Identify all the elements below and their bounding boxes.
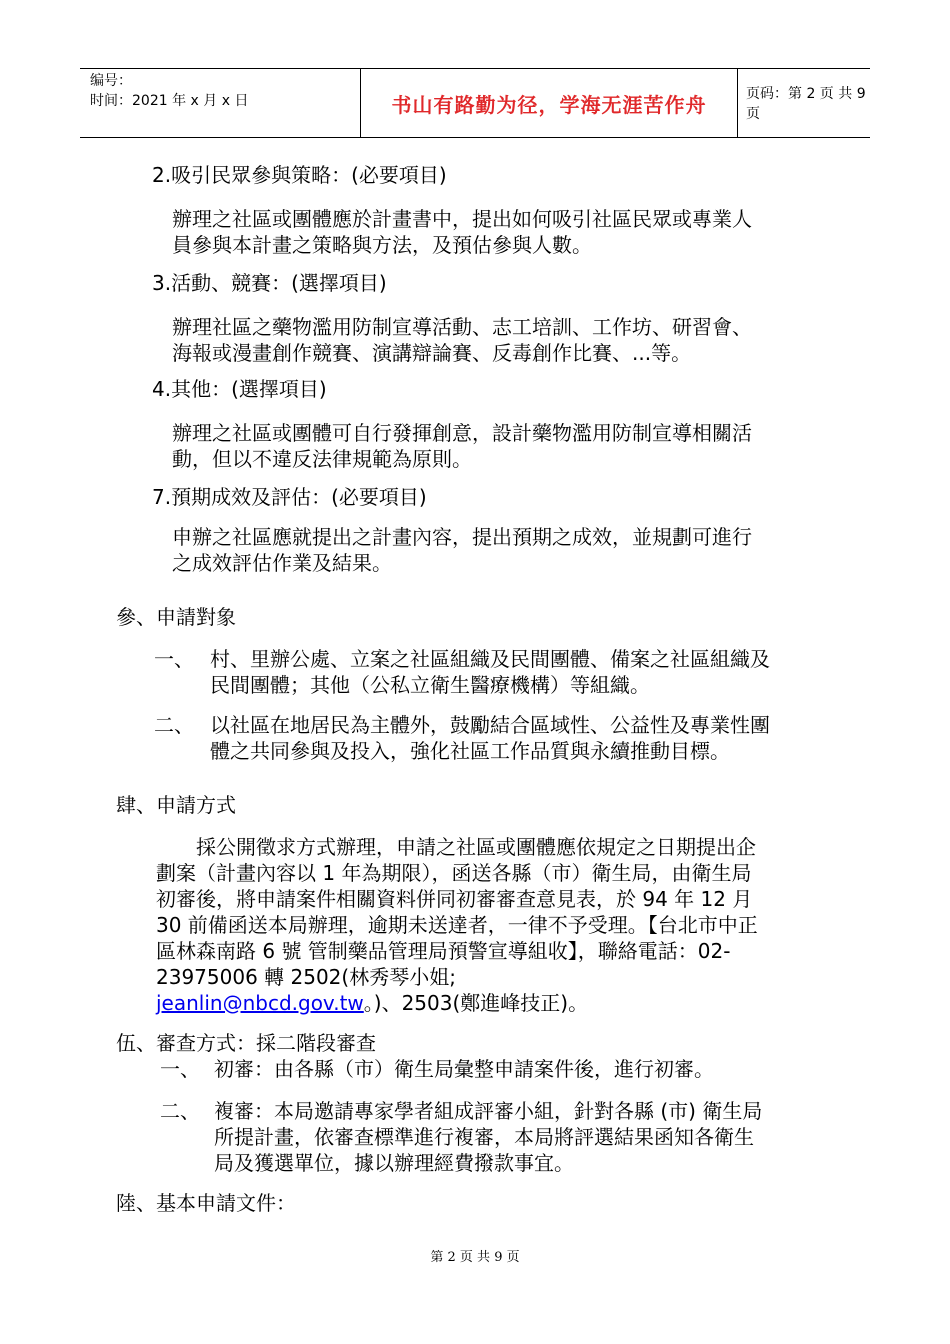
list-item-line: 複審：本局邀請專家學者組成評審小組，針對各縣 (市) 衛生局 (214, 1099, 763, 1123)
time-label: 时间：2021 年 x 月 x 日 (90, 93, 249, 109)
section-3-title: 3.活動、競賽：(選擇項目) (152, 271, 387, 295)
page-header (80, 68, 870, 138)
list-number: 二、 (160, 1099, 200, 1123)
header-meta (90, 71, 248, 111)
paragraph-line: 23975006 轉 2502(林秀琴小姐; (156, 965, 456, 989)
section-apply-method-title: 肆、申請方式 (116, 793, 236, 817)
page-footer: 第 2 页 共 9 页 (430, 1250, 520, 1265)
section-7-title: 7.預期成效及評估：(必要項目) (152, 485, 427, 509)
list-number: 一、 (160, 1057, 200, 1081)
section-2-title: 2.吸引民眾參與策略：(必要項目) (152, 163, 447, 187)
paragraph-line (156, 990, 588, 1016)
list-item-line: 民間團體；其他（公私立衛生醫療機構）等組織。 (210, 673, 650, 697)
list-item-line: 初審：由各縣（市）衛生局彙整申請案件後，進行初審。 (214, 1057, 714, 1081)
list-item-line: 村、里辦公處、立案之社區組織及民間團體、備案之社區組織及 (210, 647, 770, 671)
section-4-title: 4.其他：(選擇項目) (152, 377, 327, 401)
paragraph-line: 辦理社區之藥物濫用防制宣導活動、志工培訓、工作坊、研習會、 (172, 315, 752, 339)
header-motto: 书山有路勤为径，学海无涯苦作舟 (360, 69, 738, 137)
paragraph-line: 之成效評估作業及結果。 (172, 551, 392, 575)
paragraph-line: 辦理之社區或團體可自行發揮創意，設計藥物濫用防制宣導相關活 (172, 421, 752, 445)
header-page-label: 页码：第 2 页 共 9 页 (746, 86, 866, 122)
paragraph-line: 動，但以不違反法律規範為原則。 (172, 447, 472, 471)
list-number: 二、 (154, 713, 194, 737)
paragraph-line: 海報或漫畫創作競賽、演講辯論賽、反毒創作比賽、...等。 (172, 341, 692, 365)
paragraph-line: 區林森南路 6 號 管制藥品管理局預警宣導組收】，聯絡電話：02- (156, 939, 731, 963)
section-apply-target-title: 參、申請對象 (116, 605, 236, 629)
list-item-line: 體之共同參與及投入，強化社區工作品質與永續推動目標。 (210, 739, 730, 763)
paragraph-line: 申辦之社區應就提出之計畫內容，提出預期之成效，並規劃可進行 (172, 525, 752, 549)
paragraph-line: 員參與本計畫之策略與方法，及預估參與人數。 (172, 233, 592, 257)
paragraph-line: 辦理之社區或團體應於計畫書中，提出如何吸引社區民眾或專業人 (172, 207, 752, 231)
section-review-title: 伍、審查方式：採二階段審查 (116, 1031, 376, 1055)
paragraph-line: 30 前備函送本局辦理，逾期未送達者，一律不予受理。【台北市中正 (156, 913, 758, 937)
list-item-line: 以社區在地居民為主體外，鼓勵結合區域性、公益性及專業性團 (210, 713, 770, 737)
number-label: 编号： (90, 73, 132, 89)
email-link[interactable]: jeanlin@nbcd.gov.tw (156, 991, 364, 1015)
list-number: 一、 (154, 647, 194, 671)
list-item-line: 所提計畫，依審查標準進行複審，本局將評選結果函知各衛生 (214, 1125, 754, 1149)
paragraph-line: 初審後，將申請案件相關資料併同初審審查意見表，於 94 年 12 月 (156, 887, 753, 911)
paragraph-tail: 。)、2503(鄭進峰技正)。 (363, 991, 589, 1015)
paragraph-line: 採公開徵求方式辦理，申請之社區或團體應依規定之日期提出企 (196, 835, 756, 859)
list-item-line: 局及獲選單位，據以辦理經費撥款事宜。 (214, 1151, 574, 1175)
paragraph-line: 劃案（計畫內容以 1 年為期限），函送各縣（市）衛生局，由衛生局 (156, 861, 752, 885)
section-basic-docs-title: 陸、基本申請文件： (116, 1191, 296, 1215)
